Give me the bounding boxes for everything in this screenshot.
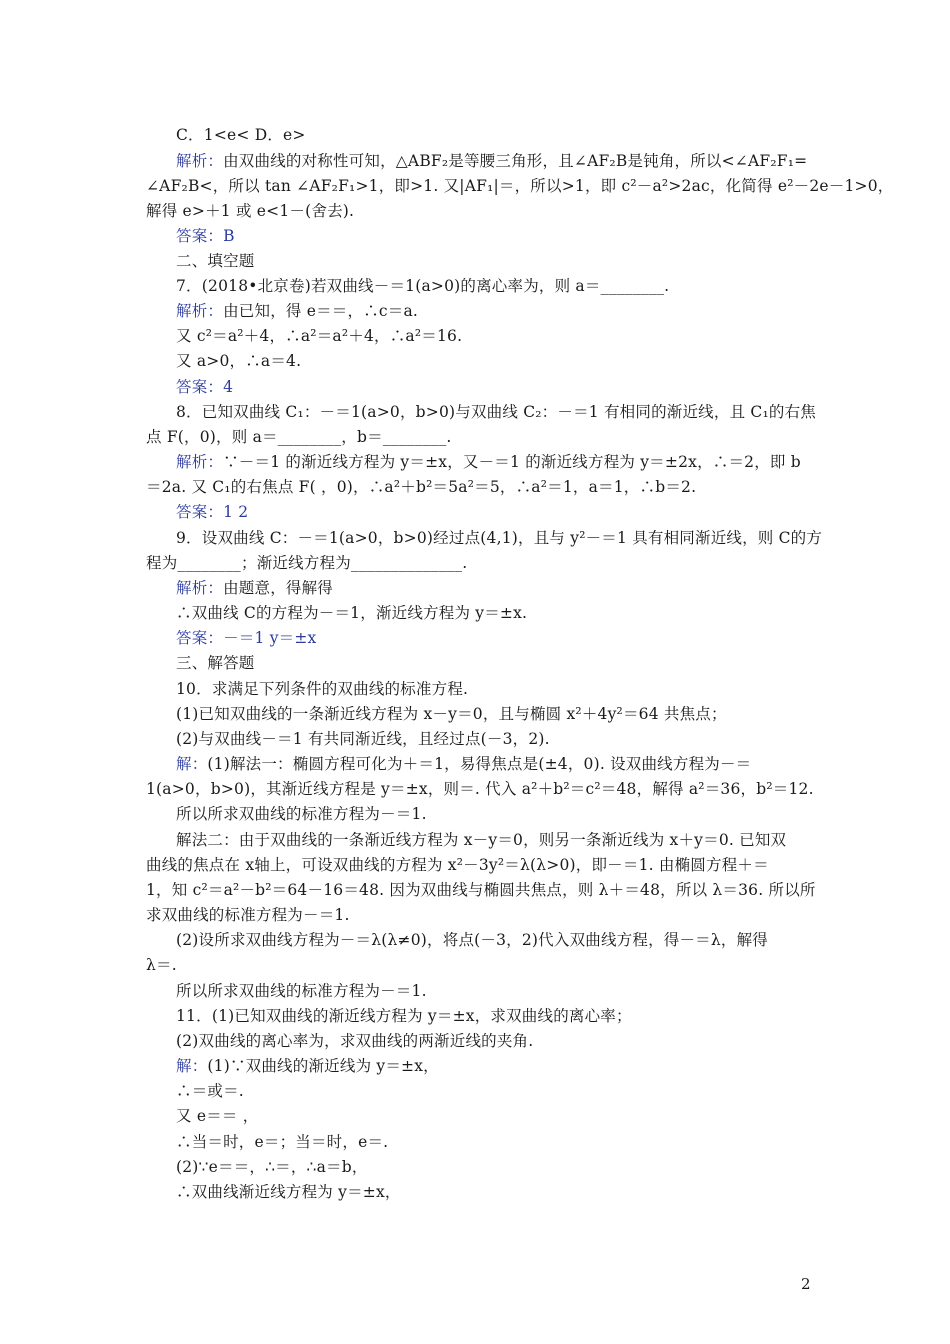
solution-line: 解：(1)∵双曲线的渐近线为 y＝±x， [176,1057,439,1075]
text-line: (2)双曲线的离心率为，求双曲线的两渐近线的夹角. [176,1032,534,1050]
text-line: ∴双曲线 C的方程为－＝1，渐近线方程为 y＝±x. [176,604,528,622]
text-line: 又 c²＝a²＋4，∴a²＝a²＋4，∴a²＝16. [176,327,463,345]
text-line: 又 a>0，∴a＝4. [176,352,302,370]
text-line: (2)∵e＝＝，∴＝，∴a＝b， [176,1158,368,1176]
text-line: 又 e＝＝ ， [176,1107,259,1125]
text-line: 1(a>0，b>0)，其渐近线方程是 y＝±x，则＝. 代入 a²＋b²＝c²＝48，解得 a²＝36，b²＝12. [146,780,814,798]
text-line: 所以所求双曲线的标准方程为－＝1. [176,982,427,1000]
section-heading: 三、解答题 [176,654,255,672]
text-line: 所以所求双曲线的标准方程为－＝1. [176,805,427,823]
analysis-line: 解析：由题意，得解得 [176,579,334,597]
text-line: ∴＝或＝. [176,1082,244,1100]
text-line: ∠AF₂B<，所以 tan ∠AF₂F₁>1，即>1. 又|AF₁|＝，所以>1，即 c²－a²>2ac，化简得 e²－2e－1>0， [146,177,894,195]
text-line: λ＝. [146,956,177,974]
text-line: (2)与双曲线－＝1 有共同渐近线，且经过点(－3，2). [176,730,550,748]
label-prefix: 解析： [176,152,224,170]
question-11: 11．(1)已知双曲线的渐近线方程为 y＝±x，求双曲线的离心率； [176,1007,632,1025]
analysis-line: 解析：由双曲线的对称性可知，△ABF₂是等腰三角形，且∠AF₂B是钝角，所以<∠AF₂F₁= [176,152,808,170]
text-line: (2)设所求双曲线方程为－＝λ(λ≠0)，将点(－3，2)代入双曲线方程，得－＝λ，解得 [176,931,768,949]
label-prefix: 解析： [176,453,224,471]
question-7: 7．(2018•北京卷)若双曲线－＝1(a>0)的离心率为，则 a＝________. [176,277,670,295]
question-10: 10．求满足下列条件的双曲线的标准方程. [176,680,469,698]
text-line: 求双曲线的标准方程为－＝1. [146,906,350,924]
text-line: 解得 e>＋1 或 e<1－(舍去). [146,202,355,220]
page-number: 2 [801,1275,811,1293]
text-line: 1，知 c²＝a²－b²＝64－16＝48. 因为双曲线与椭圆共焦点，则 λ＋＝48，所以 λ＝36. 所以所 [146,881,816,899]
answer-line: 答案：B [176,227,235,245]
text-line: 程为________；渐近线方程为______________. [146,554,468,572]
text-line: 曲线的焦点在 x轴上，可设双曲线的方程为 x²－3y²＝λ(λ>0)，即－＝1. 由椭圆方程＋＝ [146,856,769,874]
analysis-line: 解析：由已知，得 e＝＝，∴c＝a. [176,302,419,320]
text-line: ＝2a. 又 C₁的右焦点 F( ，0)，∴a²＋b²＝5a²＝5，∴a²＝1，a＝1，∴b＝2. [146,478,697,496]
label-prefix: 解： [176,755,208,773]
answer-line: 答案：－＝1 y＝±x [176,629,317,647]
option-c-d: C．1<e< D．e> [176,126,306,144]
section-heading: 二、填空题 [176,252,255,270]
label-prefix: 解析： [176,579,224,597]
text-line: (1)已知双曲线的一条渐近线方程为 x－y＝0，且与椭圆 x²＋4y²＝64 共焦点； [176,705,727,723]
text-line: ∴双曲线渐近线方程为 y＝±x， [176,1183,401,1201]
answer-line: 答案：4 [176,378,234,396]
answer-line: 答案：1 2 [176,503,249,521]
text-line: 点 F(，0)，则 a＝________，b＝________. [146,428,452,446]
question-9: 9．设双曲线 C：－＝1(a>0，b>0)经过点(4,1)，且与 y²－＝1 具有相同渐近线，则 C的方 [176,529,823,547]
analysis-line: 解析：∵－＝1 的渐近线方程为 y＝±x，又－＝1 的渐近线方程为 y＝±2x，∴＝2，即 b [176,453,801,471]
label-prefix: 解： [176,1057,208,1075]
text-line: 解法二：由于双曲线的一条渐近线方程为 x－y＝0，则另一条渐近线为 x＋y＝0. 已知双 [176,831,787,849]
label-prefix: 解析： [176,302,224,320]
question-8: 8．已知双曲线 C₁：－＝1(a>0，b>0)与双曲线 C₂：－＝1 有相同的渐近线，且 C₁的右焦 [176,403,816,421]
text-line: ∴当＝时，e＝；当＝时，e＝. [176,1133,389,1151]
solution-line: 解：(1)解法一：椭圆方程可化为＋＝1，易得焦点是(±4，0). 设双曲线方程为－＝ [176,755,752,773]
